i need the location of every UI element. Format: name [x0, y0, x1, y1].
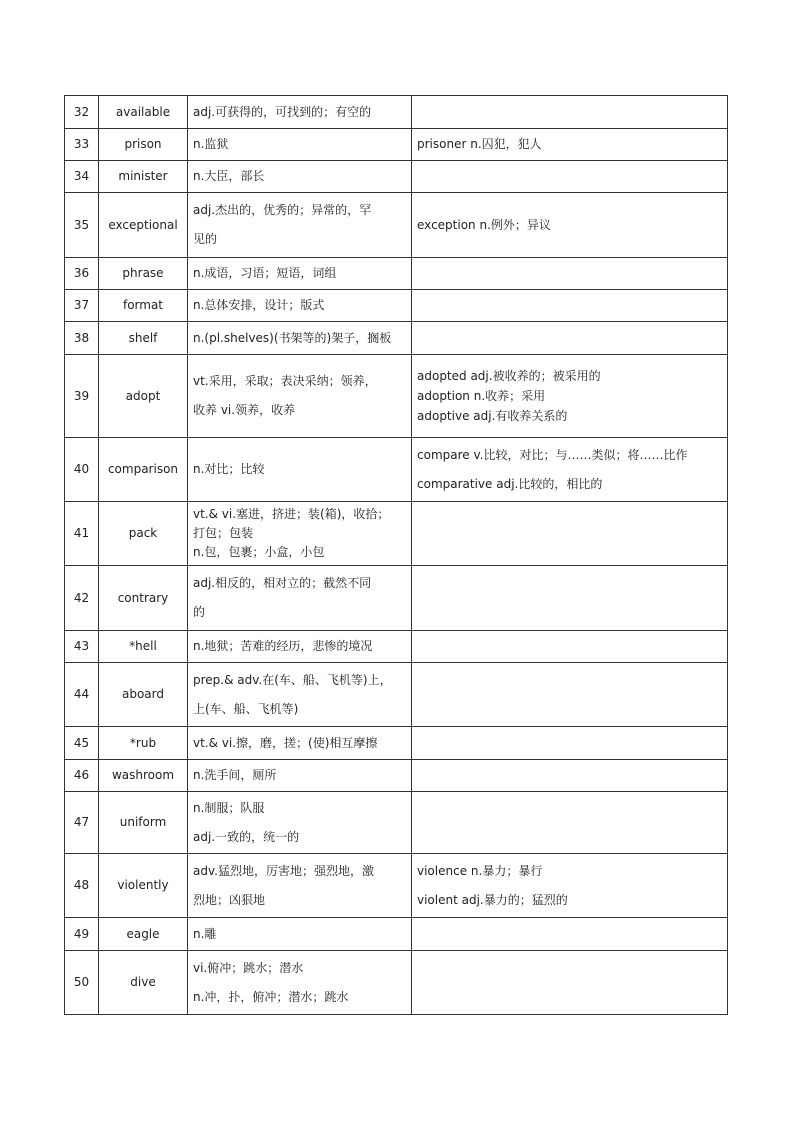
related-form-line: adopted adj.被收养的；被采用的 — [417, 369, 601, 383]
meaning-line: adv.猛烈地，厉害地；强烈地，激 — [193, 863, 374, 878]
meaning-line: 打包；包装 — [193, 526, 254, 540]
entry-word: minister — [99, 161, 188, 193]
entry-word: dive — [99, 951, 188, 1015]
entry-related-forms — [412, 918, 728, 951]
entry-number: 39 — [65, 355, 99, 438]
meaning-line: n.总体安排，设计；版式 — [193, 298, 325, 312]
table-row — [65, 854, 728, 918]
entry-number: 42 — [65, 566, 99, 631]
meaning-line: vi.俯冲；跳水；潜水 — [193, 960, 304, 975]
meaning-line: n.雕 — [193, 926, 217, 941]
meaning-line: adj.可获得的，可找到的；有空的 — [193, 104, 372, 119]
entry-related-forms — [412, 290, 728, 322]
meaning-line: n.制服；队服 — [193, 800, 265, 815]
meaning-line: vt.& vi.擦，磨，搓；(使)相互摩擦 — [193, 735, 378, 750]
table-row — [65, 663, 728, 727]
table-row — [65, 290, 728, 322]
entry-related-forms — [412, 129, 728, 161]
entry-number: 41 — [65, 502, 99, 566]
table-row — [65, 438, 728, 502]
entry-word: contrary — [99, 566, 188, 631]
entry-word: adopt — [99, 355, 188, 438]
related-form-line: exception n.例外；异议 — [417, 217, 551, 232]
related-form-line: violent adj.暴力的；猛烈的 — [417, 892, 568, 907]
entry-meaning — [188, 566, 412, 631]
entry-number: 43 — [65, 631, 99, 663]
entry-word: *rub — [99, 727, 188, 760]
table-row — [65, 727, 728, 760]
entry-number: 33 — [65, 129, 99, 161]
entry-related-forms — [412, 854, 728, 918]
entry-related-forms — [412, 193, 728, 258]
entry-number: 34 — [65, 161, 99, 193]
entry-related-forms — [412, 502, 728, 566]
meaning-line: n.对比；比较 — [193, 462, 265, 476]
entry-number: 46 — [65, 760, 99, 792]
entry-related-forms — [412, 566, 728, 631]
entry-related-forms — [412, 161, 728, 193]
table-row — [65, 918, 728, 951]
vocabulary-table — [64, 95, 728, 1015]
meaning-line: n.包，包裹；小盒，小包 — [193, 545, 325, 559]
entry-number: 50 — [65, 951, 99, 1015]
entry-number: 36 — [65, 258, 99, 290]
related-form-line: violence n.暴力；暴行 — [417, 863, 543, 878]
entry-related-forms — [412, 258, 728, 290]
entry-meaning — [188, 792, 412, 854]
table-row — [65, 96, 728, 129]
entry-meaning — [188, 161, 412, 193]
table-row — [65, 951, 728, 1015]
entry-word: *hell — [99, 631, 188, 663]
entry-word: format — [99, 290, 188, 322]
entry-word: aboard — [99, 663, 188, 727]
meaning-line: n.地狱；苦难的经历，悲惨的境况 — [193, 639, 373, 653]
related-form-line: adoption n.收养；采用 — [417, 389, 546, 403]
entry-number: 45 — [65, 727, 99, 760]
meaning-line: vt.采用，采取；表决采纳；领养， — [193, 374, 377, 388]
entry-meaning — [188, 438, 412, 502]
related-form-line: compare v.比较，对比；与……类似；将……比作 — [417, 447, 688, 462]
entry-number: 32 — [65, 96, 99, 129]
entry-number: 37 — [65, 290, 99, 322]
related-form-line: comparative adj.比较的，相比的 — [417, 476, 603, 491]
entry-word: phrase — [99, 258, 188, 290]
entry-meaning — [188, 663, 412, 727]
entry-related-forms — [412, 322, 728, 355]
meaning-line: n.大臣，部长 — [193, 169, 265, 183]
entry-meaning — [188, 951, 412, 1015]
entry-meaning — [188, 96, 412, 129]
entry-word: washroom — [99, 760, 188, 792]
table-row — [65, 322, 728, 355]
meaning-line: 的 — [193, 605, 206, 619]
entry-number: 38 — [65, 322, 99, 355]
related-form-line: adoptive adj.有收养关系的 — [417, 409, 568, 423]
meaning-line: n.监狱 — [193, 137, 229, 151]
meaning-line: n.成语，习语；短语，词组 — [193, 266, 337, 280]
entry-meaning — [188, 355, 412, 438]
entry-word: uniform — [99, 792, 188, 854]
entry-number: 47 — [65, 792, 99, 854]
entry-related-forms — [412, 727, 728, 760]
entry-word: available — [99, 96, 188, 129]
table-row — [65, 161, 728, 193]
entry-meaning — [188, 918, 412, 951]
meaning-line: 上(车、船、飞机等) — [193, 701, 299, 716]
entry-related-forms — [412, 96, 728, 129]
entry-word: violently — [99, 854, 188, 918]
entry-related-forms — [412, 663, 728, 727]
entry-word: pack — [99, 502, 188, 566]
entry-number: 44 — [65, 663, 99, 727]
entry-related-forms — [412, 438, 728, 502]
meaning-line: 见的 — [193, 232, 218, 246]
table-row — [65, 129, 728, 161]
table-row — [65, 566, 728, 631]
entry-related-forms — [412, 760, 728, 792]
related-form-line: prisoner n.囚犯，犯人 — [417, 137, 542, 151]
entry-meaning — [188, 193, 412, 258]
entry-meaning — [188, 502, 412, 566]
meaning-line: adj.一致的，统一的 — [193, 829, 300, 844]
entry-number: 49 — [65, 918, 99, 951]
entry-number: 35 — [65, 193, 99, 258]
entry-number: 40 — [65, 438, 99, 502]
entry-word: eagle — [99, 918, 188, 951]
entry-meaning — [188, 854, 412, 918]
entry-meaning — [188, 727, 412, 760]
entry-meaning — [188, 760, 412, 792]
entry-related-forms — [412, 355, 728, 438]
entry-meaning — [188, 631, 412, 663]
entry-meaning — [188, 258, 412, 290]
entry-word: exceptional — [99, 193, 188, 258]
table-row — [65, 355, 728, 438]
entry-word: prison — [99, 129, 188, 161]
entry-meaning — [188, 129, 412, 161]
table-row — [65, 193, 728, 258]
meaning-line: 收养 vi.领养，收养 — [193, 403, 296, 417]
meaning-line: prep.& adv.在(车、船、飞机等)上， — [193, 672, 392, 687]
entry-word: shelf — [99, 322, 188, 355]
meaning-line: n.洗手间，厕所 — [193, 768, 277, 782]
meaning-line: adj.相反的，相对立的；截然不同 — [193, 576, 372, 590]
table-row — [65, 631, 728, 663]
entry-word: comparison — [99, 438, 188, 502]
table-row — [65, 502, 728, 566]
meaning-line: n.冲，扑，俯冲；潜水；跳水 — [193, 989, 349, 1004]
meaning-line: n.(pl.shelves)(书架等的)架子，搁板 — [193, 330, 392, 345]
entry-related-forms — [412, 951, 728, 1015]
entry-number: 48 — [65, 854, 99, 918]
meaning-line: vt.& vi.塞进，挤进；装(箱)，收拾； — [193, 507, 390, 521]
table-row — [65, 258, 728, 290]
table-row — [65, 760, 728, 792]
entry-meaning — [188, 322, 412, 355]
meaning-line: adj.杰出的，优秀的；异常的，罕 — [193, 203, 372, 217]
entry-related-forms — [412, 792, 728, 854]
table-row — [65, 792, 728, 854]
meaning-line: 烈地；凶狠地 — [193, 892, 266, 907]
entry-meaning — [188, 290, 412, 322]
entry-related-forms — [412, 631, 728, 663]
vocabulary-table-body — [65, 96, 728, 1015]
